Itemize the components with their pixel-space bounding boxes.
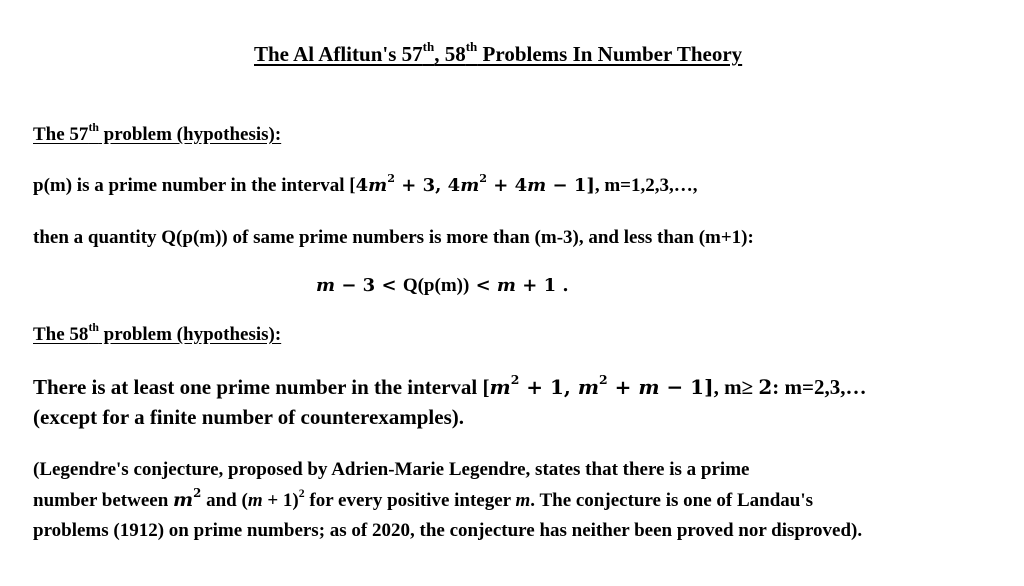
note-m-squared bbox=[173, 485, 202, 511]
legendre-note-line1: (Legendre's conjecture, proposed by Adrien-Marie Legendre, states that there is a prime bbox=[33, 459, 750, 480]
p58-a-var: m bbox=[489, 375, 511, 399]
p58-line1-post: : m=2,3,… bbox=[772, 375, 867, 399]
problem-58-heading bbox=[33, 320, 282, 346]
note-mid2: + 1) bbox=[262, 490, 299, 511]
problem-57-heading bbox=[33, 120, 282, 146]
heading-57-sup: th bbox=[88, 120, 99, 134]
ineq-left-text: − 3 < bbox=[335, 275, 403, 296]
p58-b-exp: 2 bbox=[599, 372, 608, 388]
p57-a-var: m bbox=[368, 175, 388, 196]
heading-57-text: The 57 bbox=[33, 124, 89, 145]
p58-a-exp: 2 bbox=[510, 372, 520, 388]
note-mid3: for every positive integer bbox=[304, 490, 516, 511]
p57-b-var2: m bbox=[527, 175, 547, 196]
ineq-m1: m bbox=[316, 275, 336, 296]
ineq-mid: < bbox=[469, 275, 497, 296]
title-sup2: th bbox=[465, 39, 478, 55]
p58-line1-mid: , m≥ bbox=[713, 375, 759, 399]
p57-b-rest1: + 4 bbox=[487, 175, 528, 196]
p57-a-rest: + 3, bbox=[394, 175, 448, 196]
p58-b-var: m bbox=[577, 375, 600, 399]
note-exp: 2 bbox=[193, 485, 202, 500]
p57-b-coef: 4 bbox=[447, 175, 461, 196]
note-m2: m bbox=[247, 490, 263, 511]
note-line2-pre: number between bbox=[33, 490, 174, 511]
title-part3: Problems In Number Theory bbox=[477, 42, 743, 66]
p58-b-rest1: + bbox=[607, 375, 639, 399]
problem-58-exception: (except for a finite number of counterexamples). bbox=[33, 405, 465, 429]
p57-line1-pre: p(m) is a prime number in the interval [ bbox=[33, 175, 356, 196]
heading-58-sup: th bbox=[88, 320, 99, 334]
ineq-m2: m bbox=[496, 275, 516, 296]
heading-58-post: problem (hypothesis): bbox=[98, 324, 282, 345]
p58-b-rest2: − 1] bbox=[659, 375, 714, 399]
p58-b-var2: m bbox=[638, 375, 660, 399]
ineq-left bbox=[316, 275, 403, 296]
problem-57-inequality bbox=[316, 275, 569, 297]
heading-58-text: The 58 bbox=[33, 324, 89, 345]
note-line2-post: . The conjecture is one of Landau's bbox=[530, 490, 814, 511]
ineq-q: Q(p(m)) bbox=[402, 275, 470, 296]
title-part2: , 58 bbox=[434, 42, 466, 66]
p57-interval bbox=[355, 172, 595, 196]
heading-57-post: problem (hypothesis): bbox=[98, 124, 282, 145]
title-part1: The Al Aflitun's 57 bbox=[254, 42, 423, 66]
title-sup1: th bbox=[422, 39, 435, 55]
p57-b-var: m bbox=[460, 175, 480, 196]
p58-line1-pre: There is at least one prime number in the interval [ bbox=[33, 375, 490, 399]
legendre-note-line2 bbox=[33, 485, 814, 512]
problem-57-statement bbox=[33, 172, 698, 197]
problem-58-statement bbox=[33, 372, 867, 400]
p57-a-coef: 4 bbox=[355, 175, 369, 196]
note-m: m bbox=[173, 489, 194, 511]
problem-57-quantity: then a quantity Q(p(m)) of same prime numbers is more than (m-3), and less than (m+1): bbox=[33, 227, 754, 248]
p58-interval bbox=[489, 372, 714, 399]
note-mid1: and ( bbox=[201, 490, 248, 511]
note-exp2: 2 bbox=[298, 486, 305, 500]
p57-a-exp: 2 bbox=[387, 172, 395, 186]
ineq-right-text: + 1 . bbox=[515, 275, 569, 296]
p58-a-rest: + 1, bbox=[519, 375, 578, 399]
page-title bbox=[254, 39, 743, 67]
note-m3: m bbox=[515, 490, 531, 511]
p57-b-rest2: − 1] bbox=[546, 175, 595, 196]
legendre-note-line3: problems (1912) on prime numbers; as of 2020, the conjecture has neither been proved nor disproved). bbox=[33, 520, 863, 541]
ineq-right bbox=[469, 275, 568, 296]
p57-line1-post: , m=1,2,3,…, bbox=[594, 175, 698, 196]
p57-b-exp: 2 bbox=[479, 172, 488, 186]
p58-two: 2 bbox=[758, 375, 773, 399]
